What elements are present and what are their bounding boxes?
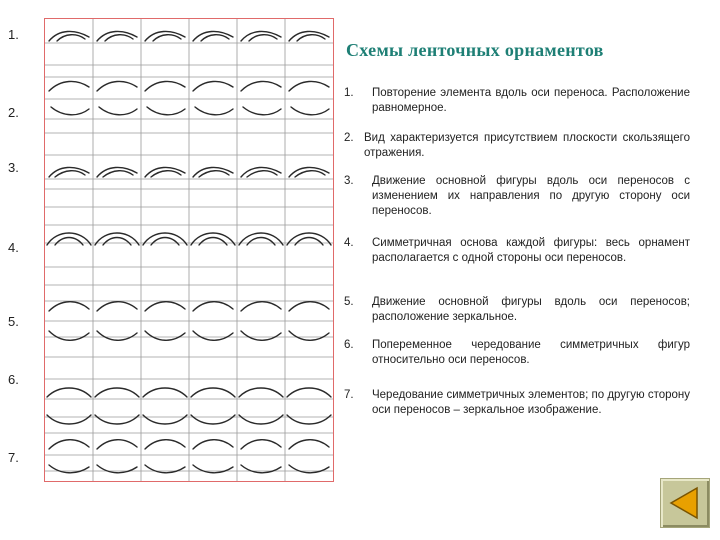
- back-button[interactable]: [660, 478, 710, 528]
- row-label-2: 2.: [8, 105, 19, 120]
- description-number: 1.: [344, 87, 354, 99]
- row-label-1: 1.: [8, 27, 19, 42]
- ornament-row-1-motif: [97, 31, 137, 41]
- ornament-row-1-motif: [289, 31, 329, 41]
- ornament-row-7-motif: [97, 440, 137, 473]
- description-text: Попеременное чередование симметричных фигур относительно оси переносов.: [372, 339, 690, 366]
- triangle-left-icon: [661, 479, 709, 527]
- description-text: Движение основной фигуры вдоль оси переносов с изменением их направления по другую сторону оси переносов.: [372, 175, 690, 217]
- description-1: [344, 86, 690, 116]
- ornament-row-7-motif: [241, 440, 281, 473]
- description-5: [344, 295, 690, 325]
- description-number: 3.: [344, 175, 354, 187]
- row-label-3: 3.: [8, 160, 19, 175]
- ornament-drawings: [45, 19, 333, 481]
- description-number: 7.: [344, 389, 354, 401]
- description-text: Движение основной фигуры вдоль оси переносов; расположение зеркальное.: [372, 296, 690, 323]
- description-3: [344, 174, 690, 219]
- description-text: Симметричная основа каждой фигуры: весь орнамент располагается с одной стороны оси переносов.: [372, 237, 690, 264]
- description-text: Повторение элемента вдоль оси переноса. Расположение равномерное.: [372, 87, 690, 114]
- ornament-row-6-motif: [95, 388, 139, 424]
- ornament-row-6-motif: [47, 388, 91, 424]
- ornament-row-7-motif: [49, 440, 89, 473]
- ornament-row-2-motif: [49, 81, 89, 114]
- ornament-row-1-motif: [49, 31, 89, 41]
- row-label-5: 5.: [8, 314, 19, 329]
- ornament-row-6-motif: [143, 388, 187, 424]
- ornament-row-3-motif: [97, 167, 137, 177]
- ornament-row-2-motif: [193, 81, 233, 114]
- ornament-row-3-motif: [241, 167, 281, 177]
- ornament-row-2-motif: [241, 81, 281, 114]
- description-7: [344, 388, 690, 418]
- description-number: 4.: [344, 237, 354, 249]
- description-text: Чередование симметричных элементов; по другую сторону оси переносов – зеркальное изображение.: [372, 389, 690, 416]
- page-title: Схемы ленточных орнаментов: [346, 40, 604, 60]
- ornament-row-2-motif: [145, 81, 185, 114]
- description-number: 6.: [344, 339, 354, 351]
- description-text: Вид характеризуется присутствием плоскости скользящего отражения.: [364, 132, 690, 159]
- ornament-row-7-motif: [193, 440, 233, 473]
- ornament-row-1-motif: [145, 31, 185, 41]
- ornament-row-1-motif: [241, 31, 281, 41]
- ornament-row-3-motif: [145, 167, 185, 177]
- ornament-row-7-motif: [289, 440, 329, 473]
- ornament-row-2-motif: [289, 81, 329, 114]
- ornament-row-3-motif: [193, 167, 233, 177]
- ornament-row-6-motif: [287, 388, 331, 424]
- row-label-7: 7.: [8, 450, 19, 465]
- row-label-6: 6.: [8, 372, 19, 387]
- ornament-row-6-motif: [191, 388, 235, 424]
- ornament-row-6-motif: [239, 388, 283, 424]
- ornament-row-3-motif: [49, 167, 89, 177]
- row-label-4: 4.: [8, 240, 19, 255]
- ornament-row-1-motif: [193, 31, 233, 41]
- description-2: [344, 131, 690, 161]
- ornament-row-7-motif: [145, 440, 185, 473]
- description-number: 2.: [344, 132, 354, 144]
- description-4: [344, 236, 690, 266]
- ornament-schemes-sheet: [44, 18, 334, 482]
- ornament-row-3-motif: [289, 167, 329, 177]
- ornament-row-2-motif: [97, 81, 137, 114]
- description-number: 5.: [344, 296, 354, 308]
- description-6: [344, 338, 690, 368]
